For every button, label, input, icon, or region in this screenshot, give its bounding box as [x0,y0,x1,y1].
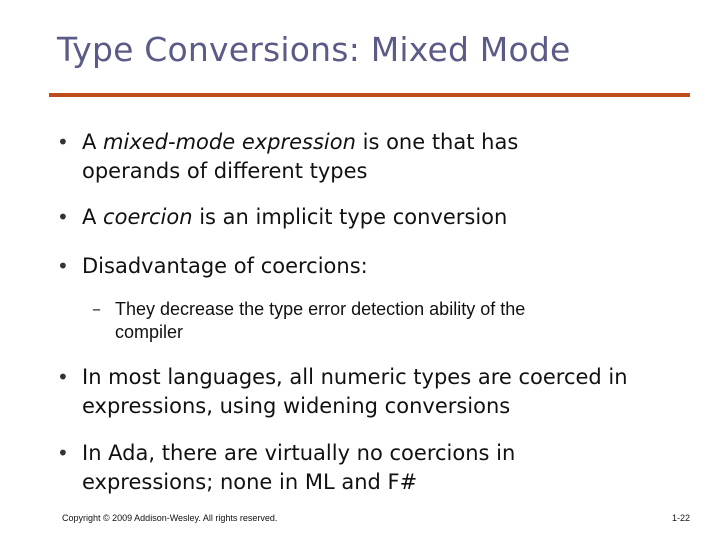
bullet-text: is one that has [355,130,519,154]
bullet-marker: • [57,254,69,278]
bullet-text: A [82,130,104,154]
sub-bullet-line: compiler [115,322,184,342]
bullet-text: In Ada, there are virtually no coercions in [82,441,516,465]
bullet-line [82,252,368,281]
bullet-line [82,157,368,186]
bullet-line [82,392,510,421]
page-number: 1-22 [671,513,690,523]
bullet-line [82,468,417,497]
bullet-text: expressions; none in ML and F# [82,470,418,494]
sub-bullet-line: They decrease the type error detection ability of the [115,299,526,319]
slide-title: Type Conversions: Mixed Mode [57,30,571,69]
bullet-text: A [82,205,104,229]
bullet-marker: • [57,130,69,154]
copyright-footer: Copyright © 2009 Addison-Wesley. All rights reserved. [62,513,278,523]
bullet-marker: • [57,441,69,465]
bullet-line [82,363,628,392]
bullet-text: In most languages, all numeric types are coerced in [82,365,628,389]
bullet-text: operands of different types [82,159,368,183]
bullet-line [82,203,507,232]
bullet-text: is an implicit type conversion [192,205,508,229]
bullet-text: expressions, using widening conversions [82,394,511,418]
bullet-emphasis: mixed-mode expression [103,130,356,154]
title-divider [49,93,690,97]
bullet-emphasis: coercion [103,205,193,229]
bullet-marker: • [57,205,69,229]
bullet-text: Disadvantage of coercions: [82,254,368,278]
bullet-line [82,439,515,468]
bullet-marker: • [57,365,69,389]
sub-bullet-marker: – [92,299,101,320]
bullet-line [82,128,518,157]
